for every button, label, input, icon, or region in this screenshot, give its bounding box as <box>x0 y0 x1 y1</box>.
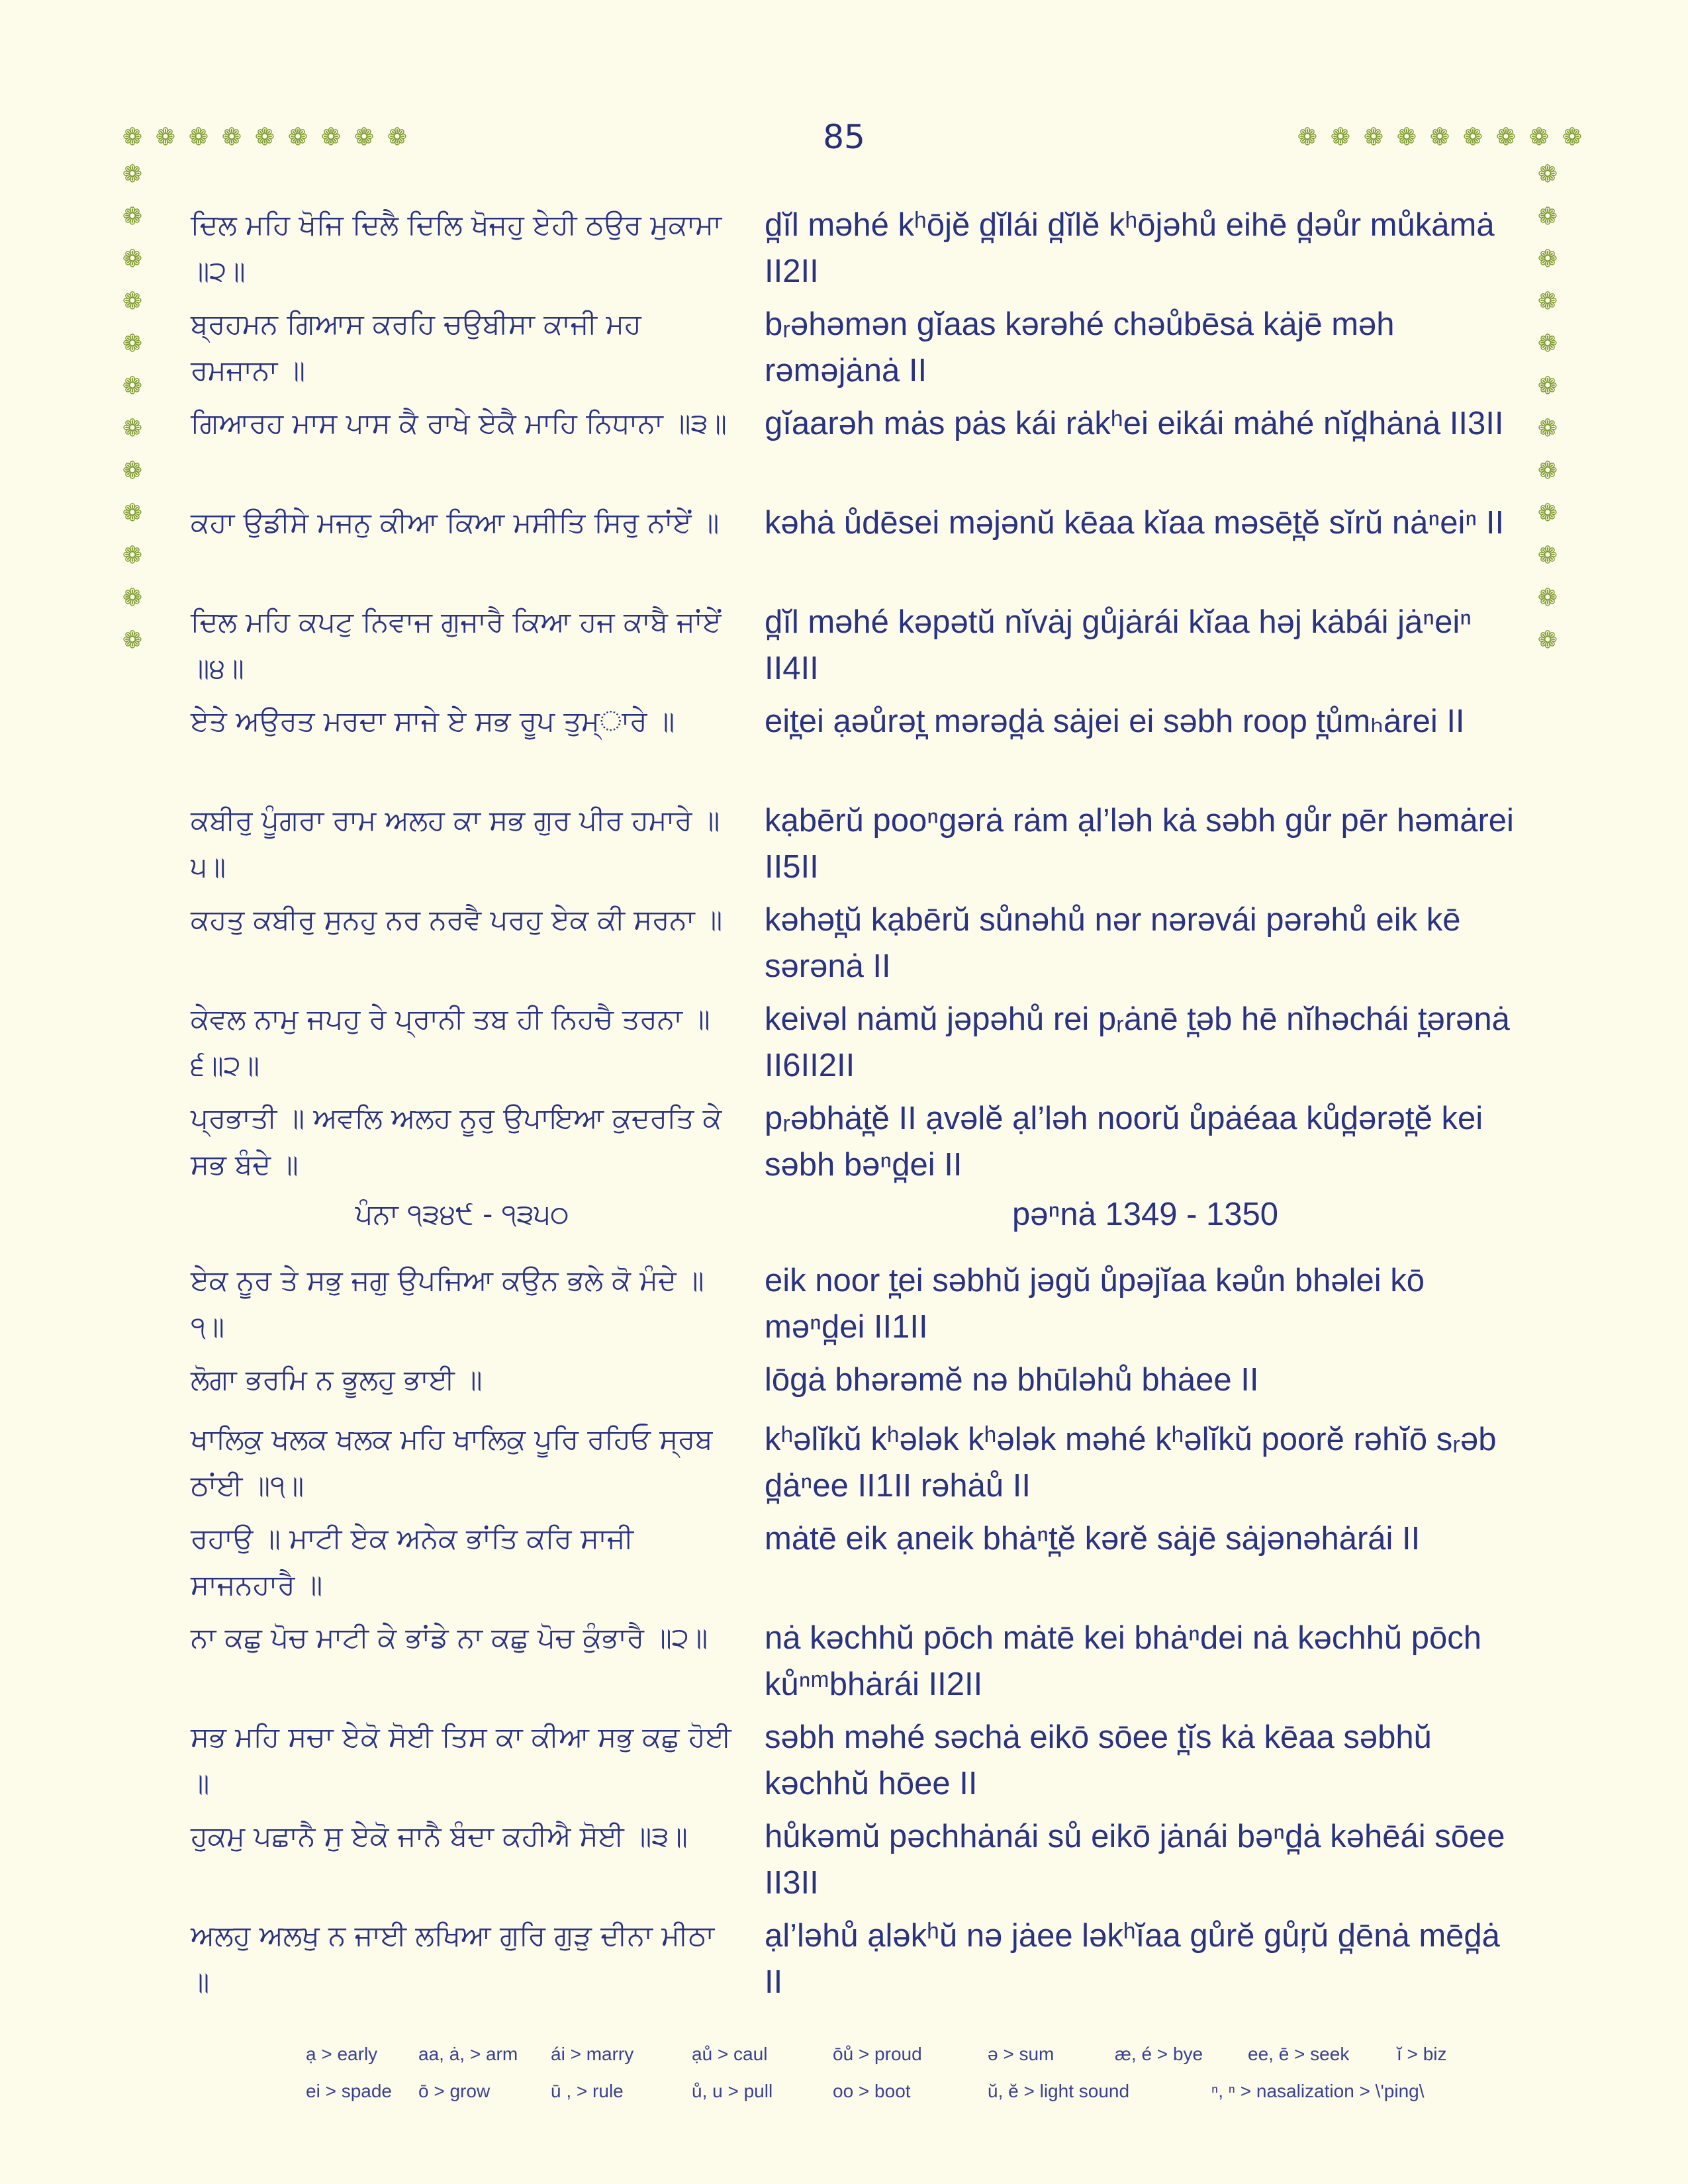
flower-ornament-icon: ❁ <box>122 457 143 484</box>
transliteration-text: nȧ kəchhŭ pōch mȧtē kei bhȧⁿdei nȧ kəchhŭ pōch kůⁿᵐbhȧrái II2II <box>765 1620 1482 1702</box>
flower-ornament-icon: ❁ <box>122 288 143 315</box>
flower-ornament-icon: ❁ <box>1537 627 1558 654</box>
gurmukhi-text: ਦਿਲ ਮਹਿ ਖੋਜਿ ਦਿਲੈ ਦਿਲਿ ਖੋਜਹੁ ਏਹੀ ਠਉਰ ਮੁਕਾਮਾ ॥੨॥ <box>191 208 722 287</box>
transliteration-text: d̪ĭl məhé kəpətŭ nĭvȧj gůjȧrái kĭaa həj kȧbái jȧⁿeiⁿ II4II <box>765 604 1472 686</box>
transliteration-text: pᵣəbhȧt̪ĕ II ạvəlĕ ạl’ləh noorŭ ůpȧéaa kůd̪ərət̪ĕ kei səbh bəⁿd̪ei II <box>765 1101 1483 1183</box>
page-number: 85 <box>823 118 865 156</box>
flower-ornament-icon: ❁ <box>254 124 275 151</box>
transliteration-text: keivəl nȧmŭ jəpəhů rei pᵣȧnē t̪əb hē nĭhəchái t̪ərənȧ II6II2II <box>765 1001 1510 1083</box>
gurmukhi-text: ਸਭ ਮਹਿ ਸਚਾ ਏਕੋ ਸੋਈ ਤਿਸ ਕਾ ਕੀਆ ਸਭੁ ਕਛੁ ਹੋਈ ॥ <box>191 1721 731 1799</box>
flower-ornament-icon: ❁ <box>1528 124 1550 151</box>
flower-ornament-icon: ❁ <box>1363 124 1384 151</box>
gurmukhi-text: ਏਤੇ ਅਉਰਤ ਮਰਦਾ ਸਾਜੇ ਏ ਸਭ ਰੂਪ ਤੁਮ੍ਾਰੇ ॥ <box>191 705 675 737</box>
flower-ornament-icon: ❁ <box>122 124 143 151</box>
legend-item: ⁿ, ⁿ > nasalization > \'ping\ <box>1211 2081 1425 2101</box>
gurmukhi-text: ਖਾਲਿਕੁ ਖਲਕ ਖਲਕ ਮਹਿ ਖਾਲਿਕੁ ਪੂਰਿ ਰਹਿਓ ਸ੍ਰਬ ਠਾਂਈ ॥੧॥ <box>191 1423 713 1502</box>
gurmukhi-text: ਅਲਹੁ ਅਲਖੁ ਨ ਜਾਈ ਲਖਿਆ ਗੁਰਿ ਗੁੜੁ ਦੀਨਾ ਮੀਠਾ ॥ <box>191 1919 715 1998</box>
gurmukhi-text: ਪ੍ਰਭਾਤੀ ॥ ਅਵਲਿ ਅਲਹ ਨੂਰੁ ਉਪਾਇਆ ਕੁਦਰਤਿ ਕੇ ਸਭ ਬੰਦੇ ॥ <box>191 1102 722 1181</box>
legend-item: ə > sum <box>988 2044 1055 2064</box>
legend-item: ū , > rule <box>551 2081 624 2101</box>
flower-ornament-icon: ❁ <box>221 124 242 151</box>
flower-ornament-icon: ❁ <box>1537 373 1558 400</box>
gurmukhi-text: ਨਾ ਕਛੁ ਪੋਚ ਮਾਟੀ ਕੇ ਭਾਂਡੇ ਨਾ ਕਛੁ ਪੋਚ ਕੁੰਭਾਰੈ ॥੨॥ <box>191 1621 708 1654</box>
flower-ornament-icon: ❁ <box>1330 124 1351 151</box>
legend-item: oo > boot <box>833 2081 911 2101</box>
gurmukhi-text: ਕਹਾ ਉਡੀਸੇ ਮਜਨੁ ਕੀਆ ਕਿਆ ਮਸੀਤਿ ਸਿਰੁ ਨਾਂਏਂ ॥ <box>191 506 720 539</box>
flower-ornament-icon: ❁ <box>1537 288 1558 315</box>
gurmukhi-text: ਕਹਤੁ ਕਬੀਰੁ ਸੁਨਹੁ ਨਰ ਨਰਵੈ ਪਰਹੁ ਏਕ ਕੀ ਸਰਨਾ ॥ <box>191 903 723 936</box>
gurmukhi-text: ਲੋਗਾ ਭਰਮਿ ਨ ਭੂਲਹੁ ਭਾਈ ॥ <box>191 1363 483 1396</box>
transliteration-text: mȧtē eik ạneik bhȧⁿt̪ĕ kərĕ sȧjē sȧjənəhȧrái II <box>765 1521 1421 1557</box>
flower-ornament-icon: ❁ <box>122 330 143 357</box>
legend-item: ee, ē > seek <box>1248 2044 1350 2064</box>
flower-ornament-icon: ❁ <box>1462 124 1483 151</box>
gurmukhi-text: ਏਕ ਨੂਰ ਤੇ ਸਭੁ ਜਗੁ ਉਪਜਿਆ ਕਉਨ ਭਲੇ ਕੋ ਮੰਦੇ ॥੧॥ <box>191 1264 704 1343</box>
gurmukhi-text: ਕੇਵਲ ਨਾਮੁ ਜਪਹੁ ਰੇ ਪ੍ਰਾਨੀ ਤਬ ਹੀ ਨਿਹਚੈ ਤਰਨਾ ॥੬॥੨॥ <box>191 1003 710 1081</box>
legend-item: aa, ȧ, > arm <box>418 2044 518 2064</box>
gurmukhi-text: ਬ੍ਰਹਮਨ ਗਿਆਸ ਕਰਹਿ ਚਉਬੀਸਾ ਕਾਜੀ ਮਹ ਰਮਜਾਨਾ ॥ <box>191 308 641 387</box>
flower-ornament-icon: ❁ <box>353 124 375 151</box>
transliteration-text: kəhət̪ŭ kạbērŭ sůnəhů nər nərəvái pərəhů eik kē sərənȧ II <box>765 902 1461 984</box>
flower-ornament-icon: ❁ <box>122 542 143 569</box>
flower-ornament-icon: ❁ <box>1537 330 1558 357</box>
flower-ornament-icon: ❁ <box>1297 124 1318 151</box>
transliteration-text: eit̪ei ạəůrət̪ mərəd̪ȧ sȧjei ei səbh roop t̪ůmₕȧrei II <box>765 704 1465 739</box>
gurmukhi-text: ਦਿਲ ਮਹਿ ਕਪਟੁ ਨਿਵਾਜ ਗੁਜਾਰੈ ਕਿਆ ਹਜ ਕਾਬੈ ਜਾਂਏਂ ॥੪॥ <box>191 606 722 684</box>
transliteration-text: gĭaarəh mȧs pȧs kái rȧkʰei eikái mȧhé nĭd̪hȧnȧ II3II <box>765 406 1504 441</box>
flower-ornament-icon: ❁ <box>122 415 143 442</box>
flower-ornament-icon: ❁ <box>1537 161 1558 188</box>
legend-item: ōů > proud <box>833 2044 922 2064</box>
legend-item: ĭ > biz <box>1397 2044 1447 2064</box>
pronunciation-legend <box>0 2044 1688 2110</box>
gurmukhi-text: ਕਬੀਰੁ ਪੂੰਗਰਾ ਰਾਮ ਅਲਹ ਕਾ ਸਭ ਗੁਰ ਪੀਰ ਹਮਾਰੇ ॥੫॥ <box>191 804 720 883</box>
transliteration-text: bᵣəhəmən gĭaas kərəhé chəůbēsȧ kȧjē məh rəməjȧnȧ II <box>765 306 1395 388</box>
transliteration-text: səbh məhé səchȧ eikō sōee t̪ĭs kȧ kēaa səbhŭ kəchhŭ hōee II <box>765 1719 1432 1801</box>
flower-ornament-icon: ❁ <box>122 246 143 273</box>
gurmukhi-text: ਹੁਕਮੁ ਪਛਾਨੈ ਸੁ ਏਕੋ ਜਾਨੈ ਬੰਦਾ ਕਹੀਐ ਸੋਈ ॥੩॥ <box>191 1820 688 1852</box>
flower-ornament-icon: ❁ <box>320 124 342 151</box>
legend-item: ů, u > pull <box>692 2081 773 2101</box>
gurmukhi-text: ਗਿਆਰਹ ਮਾਸ ਪਾਸ ਕੈ ਰਾਖੇ ਏਕੈ ਮਾਹਿ ਨਿਧਾਨਾ ॥੩॥ <box>191 407 727 439</box>
transliteration-text: d̪ĭl məhé kʰōjĕ d̪ĭlái d̪ĭlĕ kʰōjəhů eihē d̪əůr můkȧmȧ II2II <box>765 207 1495 289</box>
flower-ornament-icon: ❁ <box>1537 415 1558 442</box>
legend-item: ŭ, ĕ > light sound <box>988 2081 1130 2101</box>
flower-ornament-icon: ❁ <box>122 203 143 230</box>
transliteration-text: kạbērŭ pooⁿgərȧ rȧm ạl’ləh kȧ səbh gůr pēr həmȧrei II5II <box>765 803 1514 885</box>
transliteration-text: ạl’ləhů ạləkʰŭ nə jȧee ləkʰĭaa gůrĕ gůŗŭ d̪ēnȧ mēd̪ȧ II <box>765 1918 1500 2000</box>
legend-item: æ, é > bye <box>1115 2044 1203 2064</box>
flower-ornament-icon: ❁ <box>1537 457 1558 484</box>
flower-ornament-icon: ❁ <box>1537 246 1558 273</box>
flower-ornament-icon: ❁ <box>122 373 143 400</box>
flower-ornament-icon: ❁ <box>188 124 209 151</box>
flower-ornament-icon: ❁ <box>1429 124 1450 151</box>
flower-ornament-icon: ❁ <box>155 124 176 151</box>
flower-ornament-icon: ❁ <box>122 627 143 654</box>
transliteration-text: kəhȧ ůdēsei məjənŭ kēaa kĭaa məsēt̪ĕ sĭrŭ nȧⁿeiⁿ II <box>765 505 1505 541</box>
flower-ornament-icon: ❁ <box>122 500 143 527</box>
flower-ornament-icon: ❁ <box>1537 542 1558 569</box>
flower-ornament-icon: ❁ <box>1562 124 1583 151</box>
flower-ornament-icon: ❁ <box>287 124 308 151</box>
legend-item: ạů > caul <box>692 2044 768 2064</box>
legend-item: ạ > early <box>306 2044 378 2064</box>
flower-ornament-icon: ❁ <box>1537 584 1558 612</box>
flower-ornament-icon: ❁ <box>1537 203 1558 230</box>
legend-item: ái > marry <box>551 2044 634 2064</box>
transliteration-text: hůkəmŭ pəchhȧnái sů eikō jȧnái bəⁿd̪ȧ kəhēái sōee II3II <box>765 1819 1505 1901</box>
flower-ornament-icon: ❁ <box>122 584 143 612</box>
page-reference-translit: pəⁿnȧ 1349 - 1350 <box>1011 1197 1279 1232</box>
flower-ornament-icon: ❁ <box>1396 124 1417 151</box>
transliteration-text: lōgȧ bhərəmĕ nə bhūləhů bhȧee II <box>765 1362 1259 1398</box>
legend-item: ō > grow <box>418 2081 491 2101</box>
flower-ornament-icon: ❁ <box>1495 124 1517 151</box>
flower-ornament-icon: ❁ <box>1537 500 1558 527</box>
page-reference-gurmukhi: ਪੰਨਾ ੧੩੪੯ - ੧੩੫੦ <box>355 1198 569 1230</box>
legend-item: ei > spade <box>306 2081 392 2101</box>
flower-ornament-icon: ❁ <box>122 161 143 188</box>
transliteration-text: kʰəlĭkŭ kʰələk kʰələk məhé kʰəlĭkŭ poorĕ rəhĭō sᵣəb d̪ȧⁿee II1II rəhȧů II <box>765 1422 1497 1504</box>
transliteration-text: eik noor t̪ei səbhŭ jəgŭ ůpəjĭaa kəůn bhəlei kō məⁿd̪ei II1II <box>765 1263 1425 1345</box>
gurmukhi-text: ਰਹਾਉ ॥ ਮਾਟੀ ਏਕ ਅਨੇਕ ਭਾਂਤਿ ਕਰਿ ਸਾਜੀ ਸਾਜਨਹਾਰੈ ॥ <box>191 1522 634 1601</box>
flower-ornament-icon: ❁ <box>387 124 408 151</box>
